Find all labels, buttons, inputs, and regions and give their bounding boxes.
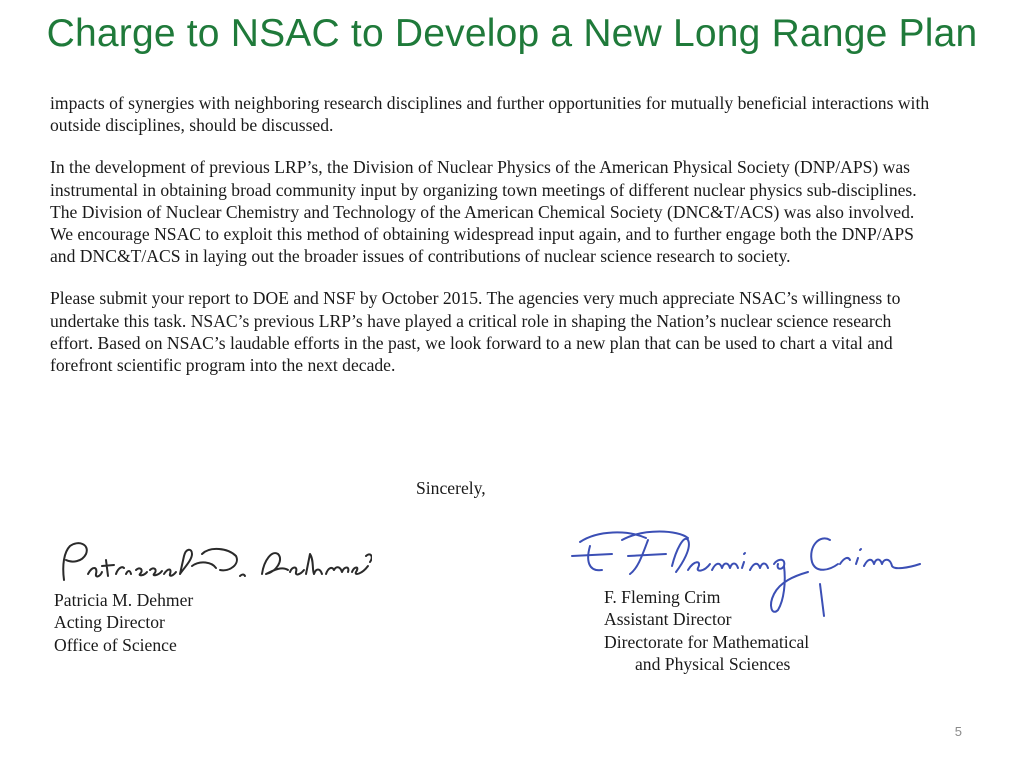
letter-paragraph: impacts of synergies with neighboring research disciplines and further opportunities for mutually beneficial interactions with outside disciplines, should be discussed. <box>50 93 930 136</box>
signer-title: Acting Director <box>54 612 165 633</box>
signer-name: Patricia M. Dehmer <box>54 590 194 610</box>
slide-title: Charge to NSAC to Develop a New Long Range Plan <box>46 12 978 55</box>
signer-block-dehmer <box>54 589 193 656</box>
signer-name: F. Fleming Crim <box>604 587 721 607</box>
letter-closing: Sincerely, <box>416 478 486 498</box>
signer-title: Assistant Director <box>604 609 732 630</box>
signer-office-continued: and Physical Sciences <box>635 654 791 675</box>
signer-office: Directorate for Mathematical <box>604 631 810 652</box>
signature-drawing <box>52 530 372 590</box>
letter-body <box>50 92 930 396</box>
signer-office: Office of Science <box>54 634 177 655</box>
signature-dehmer <box>52 530 372 590</box>
page-number: 5 <box>954 724 962 739</box>
signer-block-crim <box>604 586 809 676</box>
letter-paragraph: In the development of previous LRP’s, the Division of Nuclear Physics of the American Physical Society (DNP/APS) was instrumental in obtaining broad community input by organizing town meetings of different nuclear physics sub-disciplines. The Division of Nuclear Chemistry and Technology of the American Chemical Society (DNC&T/ACS) was also involved. We encourage NSAC to exploit this method of obtaining widespread input again, and to further engage both the DNP/APS and DNC&T/ACS in laying out the broader issues of contributions of nuclear science research to society. <box>50 157 917 267</box>
letter-paragraph: Please submit your report to DOE and NSF by October 2015. The agencies very much appreciate NSAC’s willingness to undertake this task. NSAC’s previous LRP’s have played a critical role in shaping the Nation’s nuclear science research effort. Based on NSAC’s laudable efforts in the past, we look forward to a new plan that can be used to chart a vital and forefront scientific program into the next decade. <box>50 288 901 376</box>
